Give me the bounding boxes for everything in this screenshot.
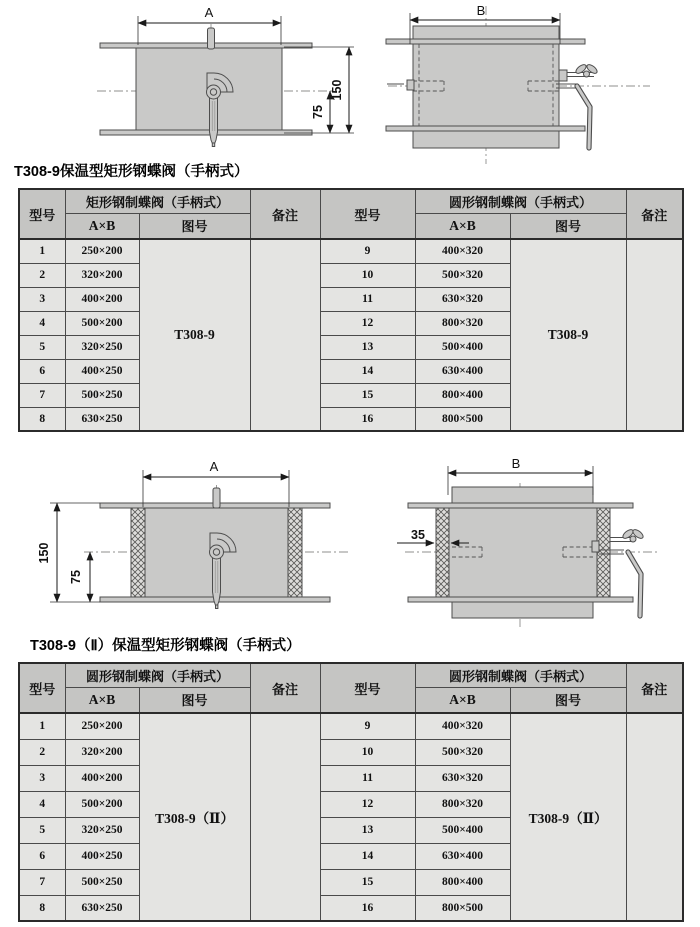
remark-cell: [250, 239, 320, 431]
model-cell: 16: [320, 407, 415, 431]
plain-front-view: [97, 5, 354, 147]
table-row: [19, 713, 683, 739]
col-header-model: 型号: [19, 663, 65, 713]
col-header-remark: 备注: [626, 189, 683, 239]
dim-a-label: A: [209, 459, 219, 474]
model-cell: 5: [19, 817, 65, 843]
col-header-model: 型号: [320, 663, 415, 713]
insulated-front-view: [37, 459, 348, 609]
size-cell: 500×250: [65, 869, 139, 895]
figure-no-cell: T308-9: [510, 239, 626, 431]
size-cell: 500×320: [415, 263, 510, 287]
col-header-remark: 备注: [250, 189, 320, 239]
remark-cell: [626, 713, 683, 921]
model-cell: 2: [19, 263, 65, 287]
size-cell: 800×500: [415, 895, 510, 921]
col-header-size: A×B: [415, 213, 510, 239]
dim-75-label: 75: [69, 570, 83, 584]
insulation-strip-left: [131, 508, 145, 597]
size-cell: 400×320: [415, 239, 510, 263]
model-cell: 13: [320, 335, 415, 359]
model-cell: 9: [320, 713, 415, 739]
remark-cell: [626, 239, 683, 431]
model-cell: 1: [19, 713, 65, 739]
model-cell: 2: [19, 739, 65, 765]
dim-35-label: 35: [411, 528, 425, 542]
group-header-round-valve: 圆形钢制蝶阀（手柄式）: [415, 663, 626, 687]
col-header-figure: 图号: [139, 213, 250, 239]
dimension-150: [37, 503, 100, 602]
dim-75-label: 75: [311, 105, 325, 119]
table-row: [19, 239, 683, 263]
top-flange: [100, 43, 312, 48]
section1-title: T308-9保温型矩形钢蝶阀（手柄式）: [14, 164, 249, 180]
size-cell: 400×320: [415, 713, 510, 739]
dimension-75: [69, 552, 90, 602]
spec-table-2: [18, 662, 684, 922]
model-cell: 8: [19, 407, 65, 431]
left-shaft-end: [407, 80, 414, 90]
handle-assembly: [556, 63, 599, 148]
size-cell: 400×200: [65, 765, 139, 791]
model-cell: 8: [19, 895, 65, 921]
size-cell: 630×250: [65, 895, 139, 921]
model-cell: 3: [19, 287, 65, 311]
bottom-flange: [408, 597, 633, 602]
stem: [213, 488, 220, 508]
insulation-strip-left: [436, 508, 449, 597]
drawings-row-insulated: [0, 455, 700, 640]
size-cell: 500×320: [415, 739, 510, 765]
size-cell: 800×320: [415, 311, 510, 335]
size-cell: 320×250: [65, 817, 139, 843]
figure-no-cell: T308-9（Ⅱ）: [139, 713, 250, 921]
size-cell: 800×400: [415, 383, 510, 407]
bottom-flange: [386, 126, 585, 131]
group-header-round-valve: 圆形钢制蝶阀（手柄式）: [65, 663, 250, 687]
model-cell: 10: [320, 739, 415, 765]
size-cell: 400×200: [65, 287, 139, 311]
top-flange: [408, 503, 633, 508]
size-cell: 800×320: [415, 791, 510, 817]
spec-table-1: [18, 188, 684, 432]
model-cell: 1: [19, 239, 65, 263]
size-cell: 320×250: [65, 335, 139, 359]
dimension-75: [311, 91, 330, 133]
dim-a-label: A: [204, 5, 214, 20]
top-flange: [386, 39, 585, 44]
size-cell: 800×400: [415, 869, 510, 895]
col-header-figure: 图号: [510, 687, 626, 713]
figure-no-cell: T308-9: [139, 239, 250, 431]
col-header-size: A×B: [65, 213, 139, 239]
insulated-side-view: [397, 456, 658, 627]
size-cell: 250×200: [65, 713, 139, 739]
model-cell: 9: [320, 239, 415, 263]
size-cell: 630×400: [415, 843, 510, 869]
duct-bottom: [452, 602, 593, 618]
model-cell: 3: [19, 765, 65, 791]
dim-150-label: 150: [37, 542, 51, 564]
size-cell: 630×400: [415, 359, 510, 383]
bottom-flange: [100, 130, 312, 135]
section2-title: T308-9（Ⅱ）保温型矩形钢蝶阀（手柄式）: [30, 638, 301, 654]
model-cell: 12: [320, 791, 415, 817]
size-cell: 400×250: [65, 359, 139, 383]
col-header-size: A×B: [415, 687, 510, 713]
model-cell: 12: [320, 311, 415, 335]
size-cell: 250×200: [65, 239, 139, 263]
dimension-150: [284, 47, 354, 133]
model-cell: 7: [19, 383, 65, 407]
model-cell: 11: [320, 287, 415, 311]
size-cell: 320×200: [65, 263, 139, 287]
dim-b-label: B: [511, 456, 521, 471]
col-header-remark: 备注: [626, 663, 683, 713]
size-cell: 800×500: [415, 407, 510, 431]
model-cell: 7: [19, 869, 65, 895]
model-cell: 6: [19, 843, 65, 869]
model-cell: 13: [320, 817, 415, 843]
wing-nut: [574, 63, 598, 77]
col-header-model: 型号: [19, 189, 65, 239]
model-cell: 11: [320, 765, 415, 791]
size-cell: 500×200: [65, 311, 139, 335]
group-header-rect-valve: 矩形钢制蝶阀（手柄式）: [65, 189, 250, 213]
size-cell: 630×320: [415, 287, 510, 311]
size-cell: 320×200: [65, 739, 139, 765]
model-cell: 14: [320, 359, 415, 383]
model-cell: 10: [320, 263, 415, 287]
size-cell: 630×250: [65, 407, 139, 431]
col-header-size: A×B: [65, 687, 139, 713]
model-cell: 6: [19, 359, 65, 383]
plain-side-view: [386, 3, 650, 164]
figure-no-cell: T308-9（Ⅱ）: [510, 713, 626, 921]
remark-cell: [250, 713, 320, 921]
col-header-remark: 备注: [250, 663, 320, 713]
size-cell: 500×200: [65, 791, 139, 817]
size-cell: 630×320: [415, 765, 510, 791]
model-cell: 16: [320, 895, 415, 921]
model-cell: 14: [320, 843, 415, 869]
duct-body: [449, 508, 597, 597]
size-cell: 500×400: [415, 817, 510, 843]
size-cell: 500×400: [415, 335, 510, 359]
group-header-round-valve: 圆形钢制蝶阀（手柄式）: [415, 189, 626, 213]
insulation-strip-right: [288, 508, 302, 597]
wing-nut: [621, 528, 644, 542]
col-header-figure: 图号: [139, 687, 250, 713]
col-header-model: 型号: [320, 189, 415, 239]
size-cell: 500×250: [65, 383, 139, 407]
model-cell: 4: [19, 311, 65, 335]
dim-150-label: 150: [330, 79, 344, 101]
model-cell: 15: [320, 383, 415, 407]
model-cell: 4: [19, 791, 65, 817]
model-cell: 5: [19, 335, 65, 359]
model-cell: 15: [320, 869, 415, 895]
size-cell: 400×250: [65, 843, 139, 869]
col-header-figure: 图号: [510, 213, 626, 239]
dim-b-label: B: [476, 3, 486, 18]
stem: [208, 28, 215, 49]
drawings-row-plain: [0, 0, 700, 170]
